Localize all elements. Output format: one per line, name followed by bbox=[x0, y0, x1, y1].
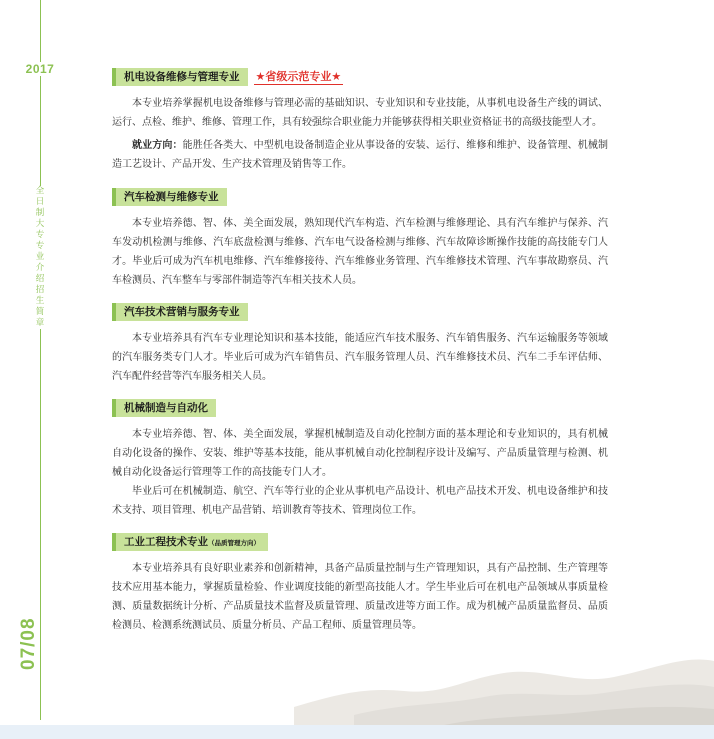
section-paragraph: 本专业培养掌握机电设备维修与管理必需的基础知识、专业知识和专业技能，从事机电设备生产线的调试、运行、点检、维护、维修、管理工作，具有较强综合职业能力并能够获得相关职业资格证书的高级技能型人才。 bbox=[112, 98, 608, 128]
page-number bbox=[16, 612, 44, 672]
section-subtitle: （品质管理方向） bbox=[208, 539, 260, 547]
section-title: 汽车技术营销与服务专业 bbox=[112, 303, 248, 321]
section-title bbox=[112, 533, 268, 551]
section-title: 汽车检测与维修专业 bbox=[112, 188, 227, 206]
section-paragraph: 本专业培养德、智、体、美全面发展，熟知现代汽车构造、汽车检测与维修理论、具有汽车维护与保养、汽车发动机检测与维修、汽车底盘检测与维修、汽车电气设备检测与维修、汽车故障诊断操作技能的高技能专门人才。毕业后可成为汽车机电维修、汽车维修接待、汽车维修业务管理、汽车维修技术管理、汽车事故勘察员、汽车检测员、汽车整车与零部件制造等汽车相关技术人员。 bbox=[112, 218, 608, 286]
section-industrial-engineering bbox=[112, 531, 608, 635]
margin-year: 2017 bbox=[22, 62, 58, 76]
section-paragraph: 本专业培养德、智、体、美全面发展，掌握机械制造及自动化控制方面的基本理论和专业知识的，具有机械自动化设备的操作、安装、维护等基本技能，能从事机械自动化控制程序设计及编写、产品质量管理与检测、机械自动化设备运行管理等工作的高技能专门人才。 bbox=[112, 429, 608, 478]
section-title: 机械制造与自动化 bbox=[112, 399, 216, 417]
section-mechatronics bbox=[112, 66, 608, 174]
employment-paragraph bbox=[112, 136, 608, 174]
section-paragraph: 毕业后可在机械制造、航空、汽车等行业的企业从事机电产品设计、机电产品技术开发、机电设备维护和技术支持、项目管理、机电产品营销、培训教育等技术、管理岗位工作。 bbox=[112, 486, 608, 516]
section-paragraph: 本专业培养具有良好职业素养和创新精神，具备产品质量控制与生产管理知识，具有产品控制、生产管理等技术应用基本能力，掌握质量检验、作业调度技能的新型高技能人才。学生毕业后可在机电产品领域从事质量检测、质量数据统计分析、产品质量技术监督及质量管理、质量改进等方面工作。成为机械产品质量监督员、品质检测员、检测系统测试员、质量分析员、产品工程师、质量管理员等。 bbox=[112, 563, 608, 631]
section-title-text: 工业工程技术专业 bbox=[124, 536, 208, 548]
employment-text: 能胜任各类大、中型机电设备制造企业从事设备的安装、运行、维修和维护、设备管理、机械制造工艺设计、产品开发、生产技术管理及销售等工作。 bbox=[112, 140, 609, 170]
section-paragraph: 本专业培养具有汽车专业理论知识和基本技能，能适应汽车技术服务、汽车销售服务、汽车运输服务等领域的汽车服务类专门人才。毕业后可成为汽车销售员、汽车服务管理人员、汽车维修技术员、汽车二手车评估师、汽车配件经营等汽车服务相关人员。 bbox=[112, 333, 608, 382]
section-auto-marketing bbox=[112, 301, 608, 386]
section-manufacturing bbox=[112, 397, 608, 520]
provincial-badge: ★省级示范专业★ bbox=[255, 69, 342, 83]
employment-label: 就业方向： bbox=[132, 140, 183, 151]
section-title: 机电设备维修与管理专业 bbox=[112, 68, 248, 86]
margin-vertical-text: 全日制大专专业介绍招生简章 bbox=[35, 186, 45, 328]
page-number-text: 07/08 bbox=[18, 617, 39, 670]
content bbox=[112, 66, 608, 635]
bottom-band bbox=[0, 725, 714, 739]
section-auto-repair bbox=[112, 186, 608, 290]
